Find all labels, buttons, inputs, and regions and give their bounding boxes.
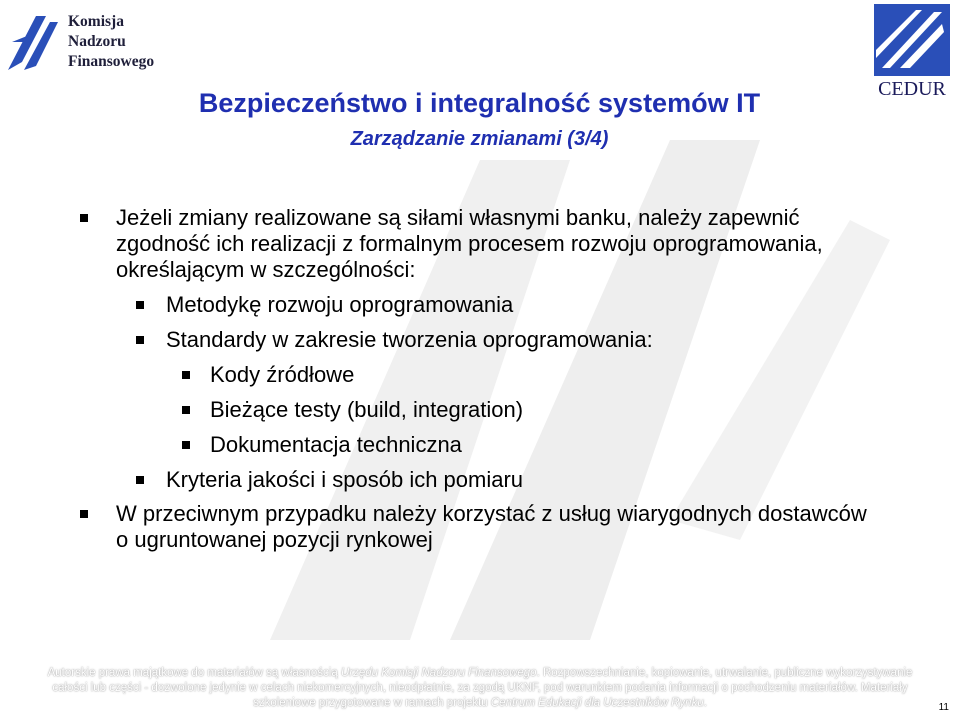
bullet-item [0,327,959,353]
bullet-text: Bieżące testy (build, integration) [210,397,524,422]
bullet-item [0,362,959,388]
square-bullet-icon [136,301,144,309]
square-bullet-icon [136,336,144,344]
logo-line-2: Nadzoru [68,33,126,50]
square-bullet-icon [182,406,190,414]
bullet-item [0,292,959,318]
square-bullet-icon [182,371,190,379]
bullet-item [0,467,959,493]
bullet-item [0,432,959,458]
bullet-text: Jeżeli zmiany realizowane są siłami własnymi banku, należy zapewnić zgodność ich realizacji z formalnym procesem rozwoju oprogramowania, określającym w szczególności: [116,205,823,282]
knf-eagle-logo-icon [6,12,62,72]
bullet-text: Metodykę rozwoju oprogramowania [166,292,514,317]
cedur-stripes-logo-icon [874,4,950,76]
footer-emphasis: Urzędu Komisji Nadzoru Finansowego [340,667,537,679]
square-bullet-icon [136,476,144,484]
cedur-logo [870,4,954,100]
footer-emphasis: Centrum Edukacji dla Uczestników Rynku [490,697,704,709]
knf-logo [6,8,186,80]
slide-title: Bezpieczeństwo i integralność systemów IT [198,88,761,118]
logo-line-3: Finansowego [68,53,155,70]
bullet-item [0,397,959,423]
cedur-text: CEDUR [878,78,946,100]
bullet-text: Kryteria jakości i sposób ich pomiaru [166,467,524,492]
copyright-footer [40,666,920,711]
square-bullet-icon [80,214,88,222]
square-bullet-icon [182,441,190,449]
bullet-text: W przeciwnym przypadku należy korzystać z usług wiarygodnych dostawców o ugruntowanej pozycji rynkowej [116,501,867,552]
bullet-item [0,205,959,283]
footer-text: Autorskie prawa majątkowe do materiałów są własnością [47,667,341,679]
logo-line-1: Komisja [68,13,124,30]
slide-subtitle: Zarządzanie zmianami (3/4) [350,128,609,150]
bullet-item [0,501,959,553]
page-number: 11 [938,702,949,713]
footer-text: . Rozpowszechnianie, kopiowanie, utrwalanie, publiczne wykorzystywanie całości lub części - dozwolone jedynie w celach niekomercyjnych, nieodpłatnie, za zgodą UKNF, pod warunkiem podania informacji o pochodzeniu materiałów. Materiały szkoleniowe przygotowane w ramach projektu [52,667,913,709]
footer-text: . [703,697,707,709]
bullet-text: Kody źródłowe [210,362,355,387]
square-bullet-icon [80,510,88,518]
bullet-list [0,205,959,553]
bullet-text: Dokumentacja techniczna [210,432,462,457]
bullet-text: Standardy w zakresie tworzenia oprogramowania: [166,327,653,352]
